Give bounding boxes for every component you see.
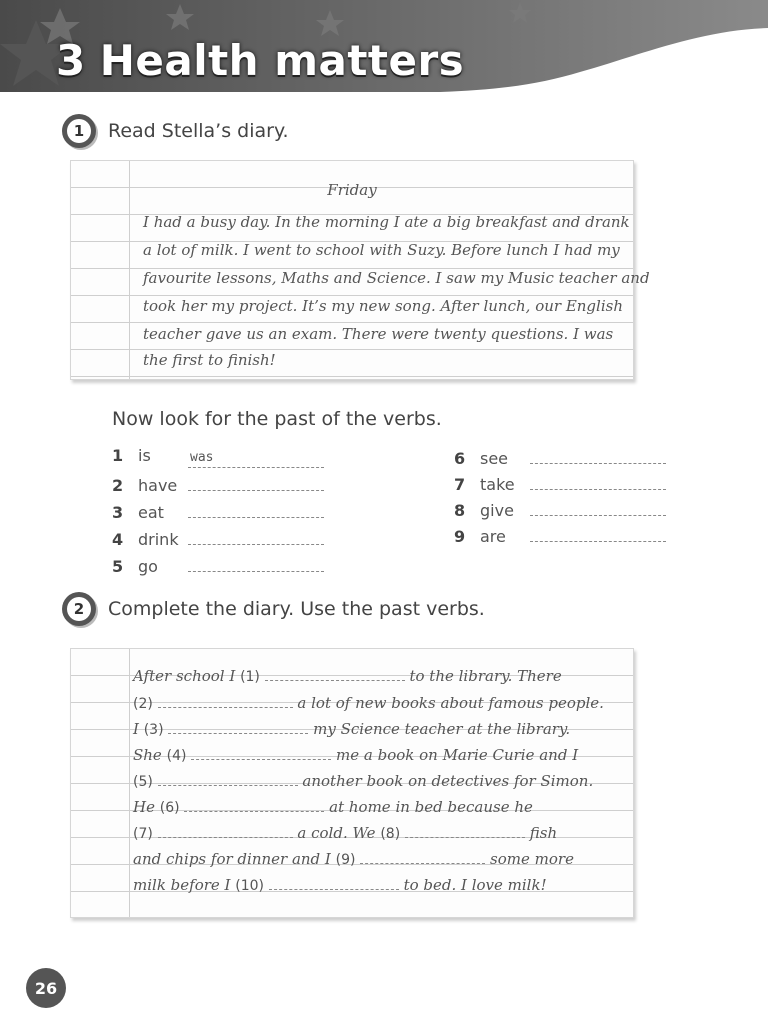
diary-line: a lot of milk. I went to school with Suzy. Before lunch I had my [143,241,620,259]
completion-line: I (3) my Science teacher at the library. [133,720,571,738]
answer-field[interactable] [530,446,666,464]
completion-line: and chips for dinner and I (9) some more [133,850,574,868]
diary-line: the first to finish! [143,351,276,369]
completion-line: (5) another book on detectives for Simon. [133,772,594,790]
blank-5[interactable] [158,772,298,786]
completion-paper [70,648,634,918]
completion-line: After school I (1) to the library. There [133,667,562,685]
unit-banner [0,0,768,96]
verb-item: 1 is was [112,446,324,468]
blank-1[interactable] [265,667,405,681]
blank-9[interactable] [360,850,485,864]
verb-item: 8 give [454,498,666,520]
answer-field[interactable] [530,498,666,516]
verb-item: 7 take [454,472,666,494]
verb-task-title: Now look for the past of the verbs. [112,408,442,430]
blank-8[interactable] [405,824,525,838]
unit-title [56,36,464,85]
diary-line: favourite lessons, Maths and Science. I saw my Music teacher and [143,269,650,287]
verb-item: 3 eat [112,500,324,522]
diary-line: I had a busy day. In the morning I ate a big breakfast and drank [143,213,630,231]
answer-field[interactable] [530,524,666,542]
diary-day: Friday [327,181,377,199]
verb-item: 5 go [112,554,324,576]
answer-field[interactable] [188,500,324,518]
answer-field[interactable] [188,554,324,572]
answer-field[interactable] [530,472,666,490]
unit-number: 3 [56,36,86,85]
answer-field[interactable] [188,473,324,491]
verb-item: 2 have [112,473,324,495]
exercise-2-instruction: Complete the diary. Use the past verbs. [108,598,485,620]
completion-line: She (4) me a book on Marie Curie and I [133,746,579,764]
blank-2[interactable] [158,694,293,708]
verb-item: 4 drink [112,527,324,549]
blank-4[interactable] [191,746,331,760]
completion-line: He (6) at home in bed because he [133,798,533,816]
page-number: 26 [26,968,66,1008]
completion-line: milk before I (10) to bed. I love milk! [133,876,547,894]
exercise-number-badge: 1 [62,114,96,148]
blank-7[interactable] [158,824,293,838]
verb-item: 6 see [454,446,666,468]
answer-field[interactable] [188,527,324,545]
diary-line: teacher gave us an exam. There were twenty questions. I was [143,325,614,343]
diary-paper [70,160,650,380]
unit-title-text: Health matters [99,36,465,85]
blank-10[interactable] [269,876,399,890]
completion-line: (7) a cold. We (8) fish [133,824,558,842]
diary-line: took her my project. It’s my new song. After lunch, our English [143,297,623,315]
blank-6[interactable] [184,798,324,812]
exercise-1-heading [62,114,289,148]
exercise-1-instruction: Read Stella’s diary. [108,120,289,142]
exercise-2-heading [62,592,485,626]
answer-field[interactable]: was [188,450,324,468]
exercise-number-badge: 2 [62,592,96,626]
verb-item: 9 are [454,524,666,546]
blank-3[interactable] [168,720,308,734]
completion-line: (2) a lot of new books about famous people. [133,694,604,712]
